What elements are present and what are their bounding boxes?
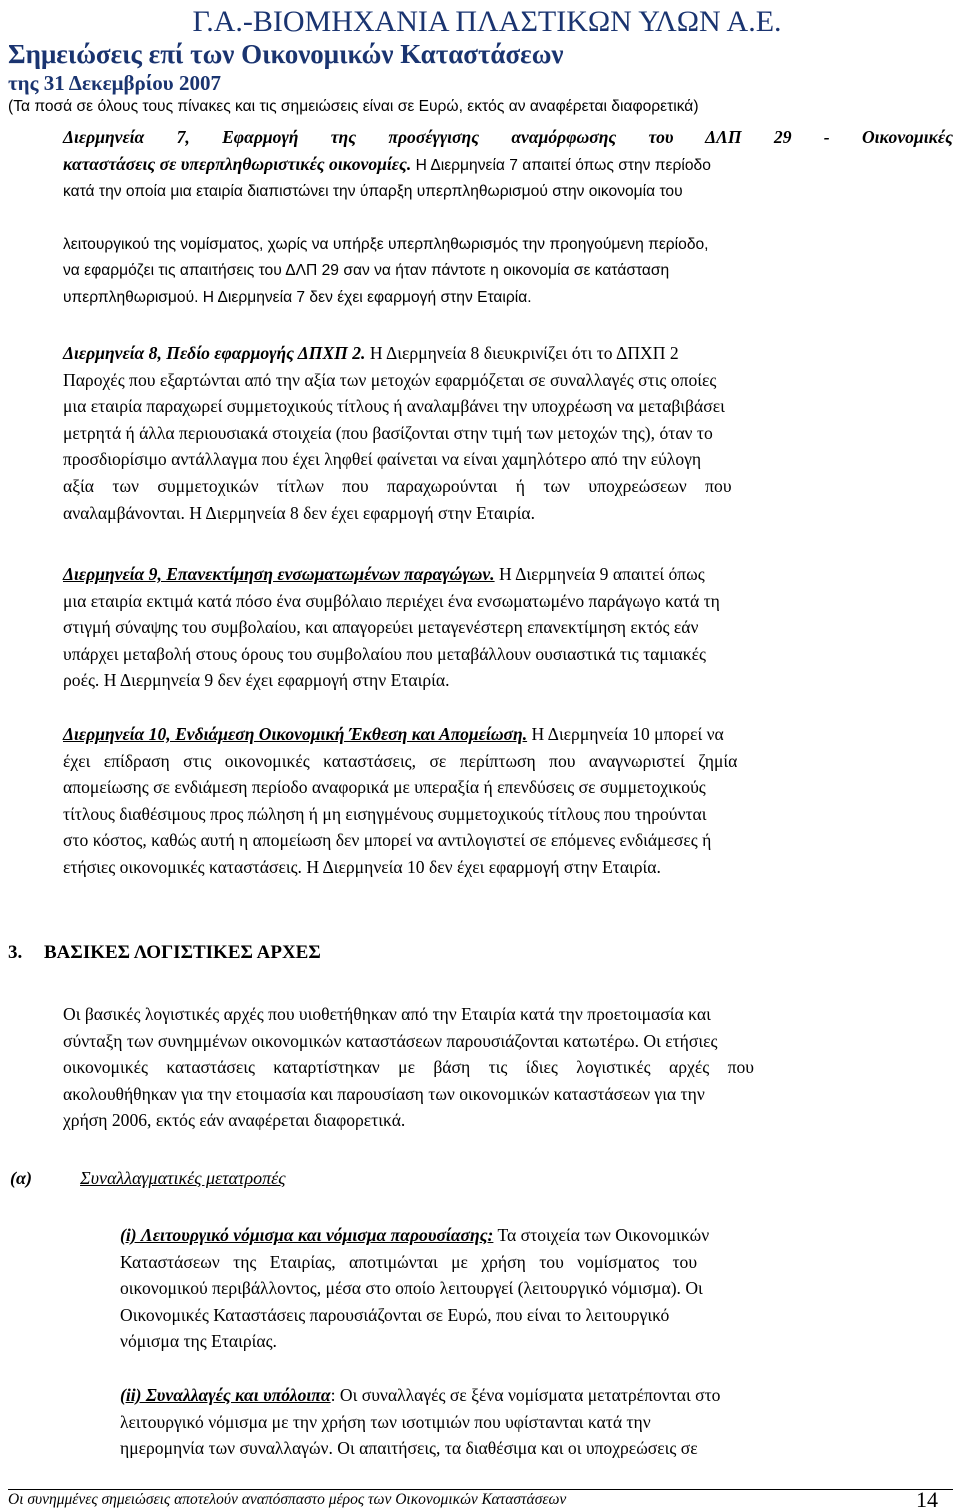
item-i-line: Οικονομικές Καταστάσεις παρουσιάζονται σε Ευρώ, που είναι το λειτουργικό — [120, 1304, 670, 1325]
document-date: της 31 Δεκεμβρίου 2007 — [8, 71, 221, 95]
interpretation-7-title-part1: Διερμηνεία 7, Εφαρμογή της προσέγγισης αναμόρφωσης του ΔΛΠ 29 - Οικονομικές — [63, 127, 953, 147]
interpretation-7-continued — [63, 232, 953, 311]
interpretation-9 — [63, 561, 953, 694]
interpretation-8-line: Παροχές που εξαρτώνται από την αξία των μετοχών εφαρμόζεται σε συναλλαγές στις οποίες — [63, 369, 717, 390]
interpretation-9-title: Διερμηνεία 9, Επανεκτίμηση ενσωματωμένων παραγώγων. — [63, 564, 495, 584]
item-i-text: Τα στοιχεία των Οικονομικών — [493, 1225, 710, 1245]
interpretation-10-line: στο κόστος, καθώς αυτή η απομείωση δεν μπορεί να αντιλογιστεί σε επόμενες ενδιάμεσες ή — [63, 830, 712, 851]
section-3-heading — [8, 940, 321, 966]
section-3-title: ΒΑΣΙΚΕΣ ΛΟΓΙΣΤΙΚΕΣ ΑΡΧΕΣ — [44, 942, 321, 963]
interpretation-8-title: Διερμηνεία 8, Πεδίο εφαρμογής ΔΠΧΠ 2. — [63, 343, 366, 363]
interpretation-7-line: υπερπληθωρισμού. Η Διερμηνεία 7 δεν έχει εφαρμογή στην Εταιρία. — [63, 288, 532, 306]
footer-note: Οι συνημμένες σημειώσεις αποτελούν αναπόσπαστο μέρος των Οικονομικών Καταστάσεων — [8, 1491, 567, 1508]
section-3-line: Οι βασικές λογιστικές αρχές που υιοθετήθηκαν από την Εταιρία κατά την προετοιμασία και — [63, 1004, 711, 1024]
interpretation-9-line: υπάρχει μεταβολή στους όρους του συμβολαίου που μεταβάλλουν ουσιαστικά τις ταμιακές — [63, 643, 706, 664]
interpretation-8-line: μετρητά ή άλλα περιουσιακά στοιχεία (που βασίζονται στην τιμή των μετοχών της), όταν το — [63, 422, 713, 443]
interpretation-9-line: στιγμή σύναψης του συμβολαίου, και απαγορεύει μεταγενέστερη επανεκτίμηση εκτός εάν — [63, 617, 699, 638]
item-i-line: οικονομικού περιβάλλοντος, μέσα στο οποίο λειτουργεί (λειτουργικό νόμισμα). Οι — [120, 1278, 703, 1299]
interpretation-7-line: να εφαρμόζει τις απαιτήσεις του ΔΛΠ 29 σαν να ήταν πάντοτε η οικονομία σε κατάσταση — [63, 262, 670, 280]
section-3-line: οικονομικές καταστάσεις καταρτίστηκαν με βάση τις ίδιες λογιστικές αρχές που — [63, 1057, 754, 1078]
item-ii-line: ημερομηνία των συναλλαγών. Οι απαιτήσεις, τα διαθέσιμα και οι υποχρεώσεις σε — [120, 1438, 698, 1459]
interpretation-10-text: Η Διερμηνεία 10 μπορεί να — [527, 724, 724, 744]
item-ii — [120, 1382, 953, 1462]
company-name: Γ.Α.-ΒΙΟΜΗΧΑΝΙΑ ΠΛΑΣΤΙΚΩΝ ΥΛΩΝ Α.Ε. — [192, 5, 782, 38]
item-i-title: (i) Λειτουργικό νόμισμα και νόμισμα παρουσίασης: — [120, 1225, 494, 1245]
interpretation-10 — [63, 721, 953, 881]
item-i-line: νόμισμα της Εταιρίας. — [120, 1331, 277, 1352]
item-i-line: Καταστάσεων της Εταιρίας, αποτιμώνται με χρήση του νομίσματος του — [120, 1251, 698, 1272]
section-3-line: σύνταξη των συνημμένων οικονομικών καταστάσεων παρουσιάζονται κατωτέρω. Οι ετήσιες — [63, 1030, 718, 1051]
interpretation-7-title-part2: καταστάσεις σε υπερπληθωριστικές οικονομίες. — [63, 153, 412, 174]
item-i — [120, 1222, 953, 1355]
document-title: Σημειώσεις επί των Οικονομικών Καταστάσεων — [8, 39, 564, 69]
interpretation-8 — [63, 340, 953, 526]
interpretation-8-text: Η Διερμηνεία 8 διευκρινίζει ότι το ΔΠΧΠ 2 — [365, 343, 679, 363]
interpretation-9-text: Η Διερμηνεία 9 απαιτεί όπως — [494, 564, 705, 584]
interpretation-8-line: αξία των συμμετοχικών τίτλων που παραχωρούνται ή των υποχρεώσεων που — [63, 475, 732, 496]
interpretation-9-line: μια εταιρία εκτιμά κατά πόσο ένα συμβόλαιο περιέχει ένα ενσωματωμένο παράγωγο κατά τη — [63, 590, 720, 611]
interpretation-10-line: ετήσιες οικονομικές καταστάσεις. Η Διερμηνεία 10 δεν έχει εφαρμογή στην Εταιρία. — [63, 856, 661, 877]
interpretation-10-title: Διερμηνεία 10, Ενδιάμεση Οικονομική Έκθεση και Απομείωση. — [63, 724, 528, 744]
currency-note: (Τα ποσά σε όλους τους πίνακες και τις σημειώσεις είναι σε Ευρώ, εκτός αν αναφέρεται διαφορετικά) — [8, 98, 699, 115]
section-3-line: χρήση 2006, εκτός εάν αναφέρεται διαφορετικά. — [63, 1110, 406, 1131]
interpretation-10-line: έχει επίδραση στις οικονομικές καταστάσεις, σε περίπτωση που αναγνωριστεί ζημία — [63, 750, 738, 771]
subsection-a-label: (α) — [10, 1168, 32, 1188]
section-3-number: 3. — [8, 942, 23, 963]
page-number: 14 — [916, 1487, 938, 1512]
section-3-paragraph — [63, 1001, 953, 1134]
interpretation-10-line: απομείωσης σε ενδιάμεση περίοδο αναφορικά με υπεραξία ή επενδύσεις σε συμμετοχικούς — [63, 777, 706, 798]
interpretation-7-line: κατά την οποία μια εταιρία διαπιστώνει την ύπαρξη υπερπληθωρισμού στην οικονομία του — [63, 183, 683, 201]
subsection-a-title: Συναλλαγματικές μετατροπές — [80, 1168, 286, 1188]
interpretation-7 — [63, 124, 953, 206]
interpretation-7-line: λειτουργικού της νομίσματος, χωρίς να υπήρξε υπερπληθωρισμός την προηγούμενη περίοδο, — [63, 236, 709, 253]
item-ii-line: λειτουργικό νόμισμα με την χρήση των ισοτιμιών που υφίστανται κατά την — [120, 1411, 651, 1432]
interpretation-8-line: μια εταιρία παραχωρεί συμμετοχικούς τίτλους ή αναλαμβάνει την υποχρέωση να μεταβιβάσει — [63, 396, 725, 417]
interpretation-8-line: προσδιορίσιμο αντάλλαγμα που έχει ληφθεί φαίνεται να είναι χαμηλότερο από την εύλογη — [63, 449, 702, 470]
section-3-line: ακολουθήθηκαν για την ετοιμασία και παρουσίαση των οικονομικών καταστάσεων για την — [63, 1083, 705, 1104]
interpretation-7-text: Η Διερμηνεία 7 απαιτεί όπως στην περίοδο — [411, 156, 711, 174]
interpretation-9-line: ροές. Η Διερμηνεία 9 δεν έχει εφαρμογή στην Εταιρία. — [63, 670, 450, 691]
interpretation-10-line: τίτλους διαθέσιμους προς πώληση ή μη εισηγμένους συμμετοχικούς τίτλους που τηρούνται — [63, 803, 707, 824]
item-ii-text: : Οι συναλλαγές σε ξένα νομίσματα μετατρέπονται στο — [330, 1385, 721, 1405]
item-ii-title: (ii) Συναλλαγές και υπόλοιπα — [120, 1385, 331, 1405]
interpretation-8-line: αναλαμβάνονται. Η Διερμηνεία 8 δεν έχει εφαρμογή στην Εταιρία. — [63, 502, 536, 523]
